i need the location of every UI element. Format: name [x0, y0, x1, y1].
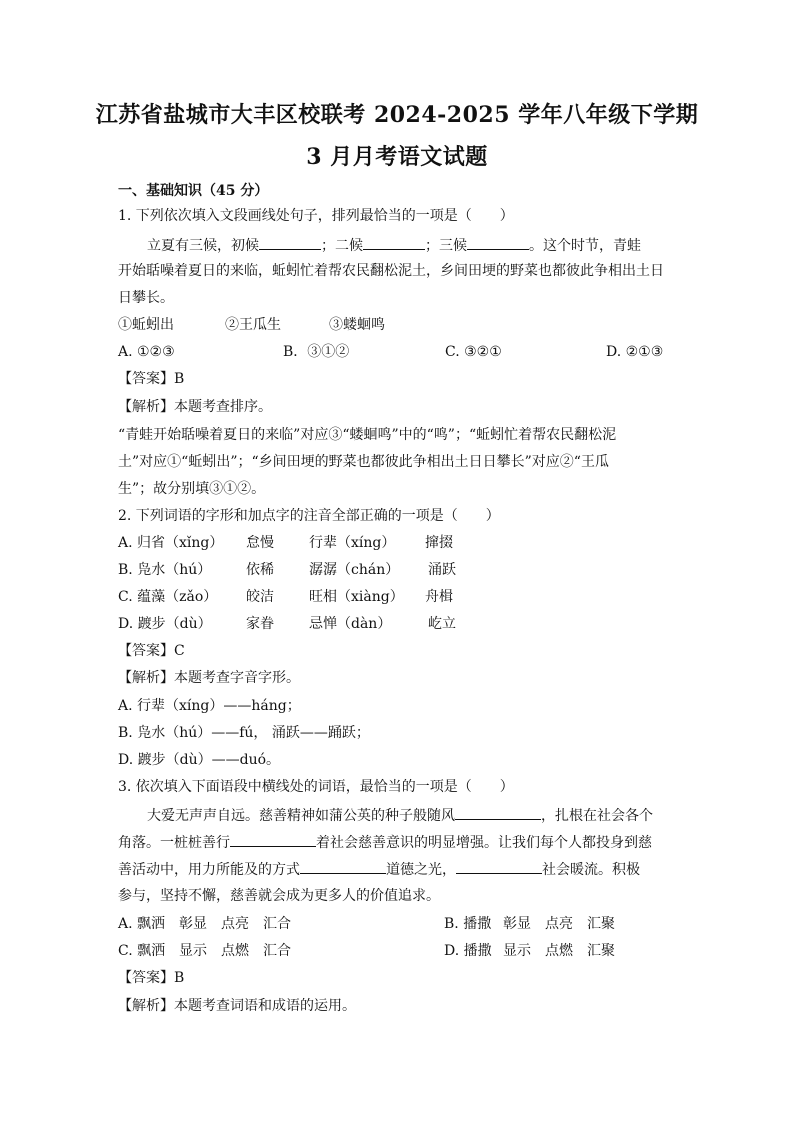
- q3-option-b-word2: 彰显: [503, 916, 531, 932]
- q1-analysis-line2: 土”对应①“蚯蚓出”；“乡间田埂的野菜也都彼此争相出土日日攀长”对应②“王瓜: [118, 454, 609, 470]
- q2-row-c-col4: 舟楫: [425, 589, 453, 605]
- q3-passage-line1: 大爱无声声自远。慈善精神如蒲公英的种子般随风 ，扎根在社会各个: [147, 808, 653, 824]
- section-heading: 一、基础知识（45 分）: [118, 183, 269, 199]
- q2-analysis-line1: A. 行辈（xíng）——háng；: [118, 698, 301, 714]
- document-title-line2: 3 月月考语文试题: [306, 144, 488, 170]
- q3-passage-line4: 参与，坚持不懈，慈善就会成为更多人的价值追求。: [118, 888, 440, 904]
- q3-option-d-word3: 点燃: [545, 943, 573, 959]
- q3-passage-line2: 角落。一桩桩善行 着社会慈善意识的明显增强。让我们每个人都投身到慈: [118, 835, 652, 851]
- q1-passage-line2: 开始聒噪着夏日的来临，蚯蚓忙着帮农民翻松泥土，乡间田埂的野菜也都彼此争相出土日: [118, 263, 664, 279]
- q3-stem: 3. 依次填入下面语段中横线处的词语，最恰当的一项是（ ）: [118, 779, 514, 795]
- q1-answer: 【答案】B: [118, 371, 185, 387]
- q3-blank-1: [455, 806, 541, 820]
- q3-option-d-word2: 显示: [503, 943, 531, 959]
- q1-analysis-title: 【解析】本题考查排序。: [118, 399, 272, 415]
- q3-blank-4: [456, 860, 542, 874]
- q1-blank-1: [259, 236, 321, 250]
- q3-answer: 【答案】B: [118, 970, 185, 986]
- q1-analysis-line3: 生”；故分别填③①②。: [118, 481, 266, 497]
- q3-option-b-word1: B. 播撒: [444, 916, 492, 932]
- q1-analysis-line1: “青蛙开始聒噪着夏日的来临”对应③“蝼蛔鸣”中的“鸣”；“蚯蚓忙着帮农民翻松泥: [118, 427, 617, 443]
- q2-row-d-col1: D. 踱步（dù）: [118, 616, 212, 632]
- q3-analysis-title: 【解析】本题考查词语和成语的运用。: [118, 998, 356, 1014]
- q2-row-d-col4: 屹立: [428, 616, 456, 632]
- q1-passage-line1: 立夏有三候，初候 ；二候 ；三候 。这个时节，青蛙: [147, 238, 641, 254]
- q3-option-d-word4: 汇聚: [587, 943, 615, 959]
- q3-option-c-word1: C. 飘洒: [118, 943, 166, 959]
- q3-option-c-word2: 显示: [179, 943, 207, 959]
- q3-option-a-word1: A. 飘洒: [118, 916, 166, 932]
- q2-row-b-col2: 依稀: [246, 562, 274, 578]
- q2-answer: 【答案】C: [118, 643, 185, 659]
- q2-analysis-line3: D. 踱步（dù）——duó。: [118, 752, 281, 768]
- q3-blank-2: [230, 833, 316, 847]
- q2-row-d-col3: 忌惮（dàn）: [309, 616, 392, 632]
- q3-option-c-word3: 点燃: [221, 943, 249, 959]
- q3-blank-3: [300, 860, 386, 874]
- q2-row-b-col1: B. 凫水（hú）: [118, 562, 212, 578]
- q3-option-a-word4: 汇合: [263, 916, 291, 932]
- q2-analysis-line2: B. 凫水（hú）——fú， 涌跃——踊跃；: [118, 725, 370, 741]
- q1-passage-line3: 日攀长。: [118, 290, 174, 306]
- q1-option-a: A. ①②③: [118, 344, 175, 360]
- q1-option-d: D. ②①③: [606, 344, 664, 360]
- q1-option-c: C. ③②①: [445, 344, 502, 360]
- q3-option-a-word3: 点亮: [221, 916, 249, 932]
- q1-item-1: ①蚯蚓出: [118, 317, 174, 333]
- q2-row-b-col4: 涌跃: [428, 562, 456, 578]
- q2-row-a-col2: 怠慢: [246, 535, 274, 551]
- q3-passage-line3: 善活动中，用力所能及的方式 道德之光， 社会暖流。积极: [118, 862, 640, 878]
- q1-blank-2: [363, 236, 425, 250]
- q1-item-2: ②王瓜生: [225, 317, 281, 333]
- q2-row-b-col3: 潺潺（chán）: [309, 562, 400, 578]
- q1-item-3: ③蝼蛔鸣: [329, 317, 385, 333]
- q2-row-a-col3: 行辈（xíng）: [309, 535, 396, 551]
- q2-row-a-col4: 撺掇: [425, 535, 453, 551]
- q2-row-c-col3: 旺相（xiàng）: [309, 589, 404, 605]
- q1-blank-3: [467, 236, 529, 250]
- q3-option-b-word4: 汇聚: [587, 916, 615, 932]
- q2-row-d-col2: 家眷: [246, 616, 274, 632]
- q2-analysis-title: 【解析】本题考查字音字形。: [118, 670, 300, 686]
- q1-stem: 1. 下列依次填入文段画线处句子，排列最恰当的一项是（ ）: [118, 208, 514, 224]
- q3-option-d-word1: D. 播撒: [444, 943, 492, 959]
- q3-option-b-word3: 点亮: [545, 916, 573, 932]
- q2-row-c-col2: 皎洁: [246, 589, 274, 605]
- q3-option-a-word2: 彰显: [179, 916, 207, 932]
- q2-row-a-col1: A. 归省（xǐng）: [118, 535, 224, 551]
- q1-option-b: B．③①②: [283, 344, 350, 360]
- q2-stem: 2. 下列词语的字形和加点字的注音全部正确的一项是（ ）: [118, 508, 500, 524]
- q2-row-c-col1: C. 蕴藻（zǎo）: [118, 589, 218, 605]
- document-title-line1: 江苏省盐城市大丰区校联考 2024-2025 学年八年级下学期: [95, 102, 699, 128]
- q3-option-c-word4: 汇合: [263, 943, 291, 959]
